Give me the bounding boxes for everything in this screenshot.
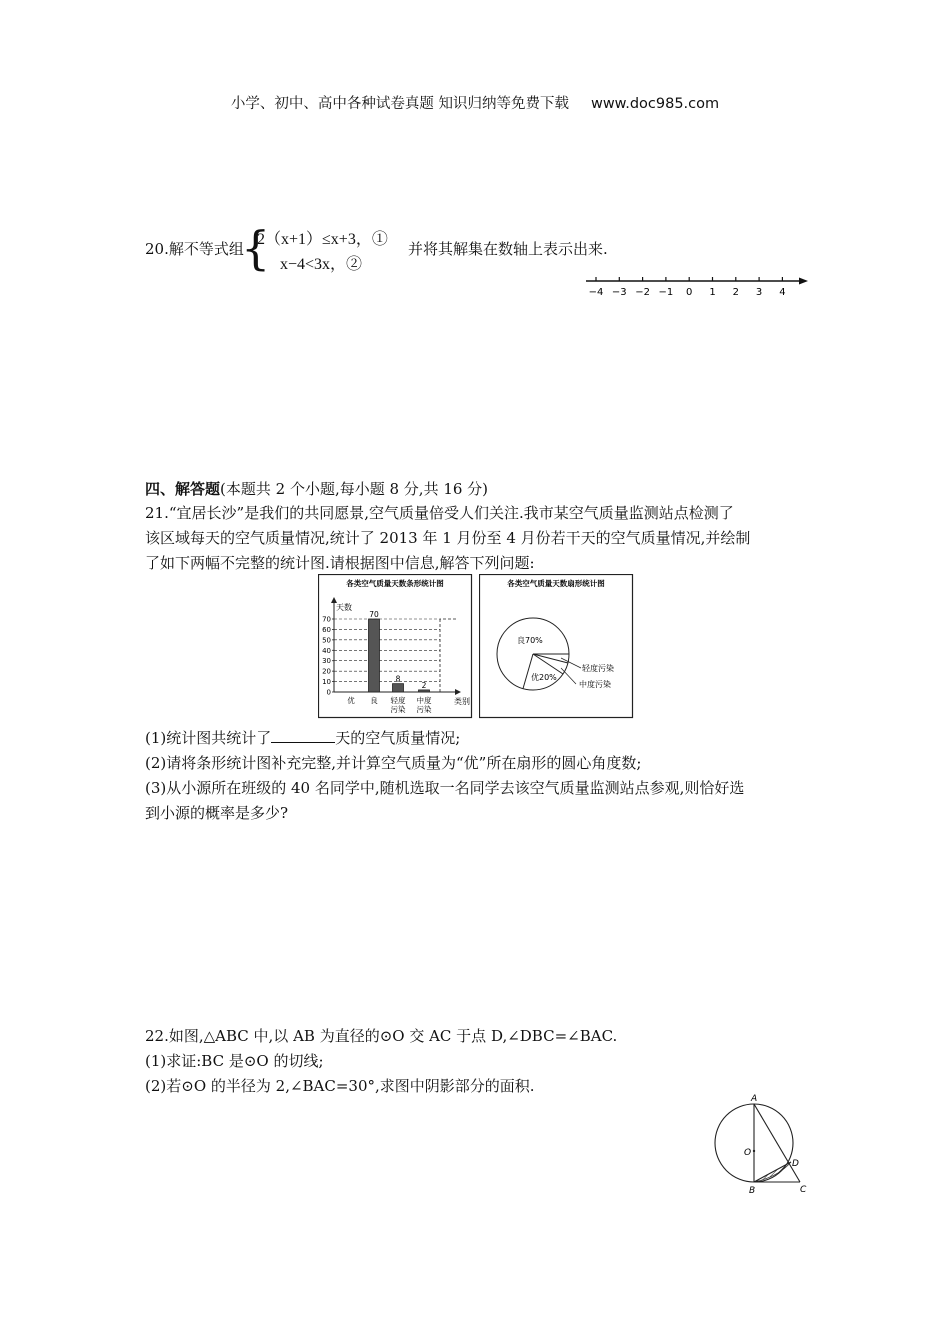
number-line-tick-label: −3 [611, 287, 627, 298]
q22-line-1: 22.如图,△ABC 中,以 AB 为直径的⊙O 交 AC 于点 D,∠DBC=∠BAC. [145, 1027, 618, 1045]
number-line-arrow [799, 278, 808, 285]
q21-sub1-post: 天的空气质量情况; [335, 729, 461, 747]
section4-title: 四、解答题 [145, 480, 221, 498]
label-a: A [751, 1094, 758, 1104]
q20-suffix: 并将其解集在数轴上表示出来. [408, 240, 608, 258]
header-site: www.doc985.com [590, 96, 720, 112]
segment-bd [754, 1162, 791, 1182]
bar-ytick-label: 40 [322, 646, 331, 655]
q21-sub1-pre: (1)统计图共统计了 [145, 729, 272, 747]
bar-chart-xlabel: 类别 [454, 697, 470, 706]
q20-inequality-2: x−4<3x，② [280, 256, 363, 273]
q21-sub2: (2)请将条形统计图补充完整,并计算空气质量为“优”所在扇形的圆心角度数; [145, 754, 642, 772]
bar-chart [318, 574, 473, 719]
number-line [580, 272, 812, 302]
label-d: D [792, 1159, 799, 1169]
q21-sub3-line-2: 到小源的概率是多少? [145, 804, 289, 822]
label-c: C [800, 1185, 807, 1194]
section4-note: (本题共 2 个小题,每小题 8 分,共 16 分) [220, 480, 489, 498]
q21-line-1: 21.“宜居长沙”是我们的共同愿景,空气质量倍受人们关注.我市某空气质量监测站点检测了 [145, 504, 734, 522]
bar-ytick-label: 50 [322, 636, 331, 645]
section4-heading [145, 478, 488, 499]
answer-blank[interactable] [271, 728, 335, 743]
bar-data-label: 70 [369, 610, 379, 619]
bar-2 [393, 684, 404, 692]
number-line-tick-label: 1 [709, 287, 716, 298]
q21-line-3: 了如下两幅不完整的统计图.请根据图中信息,解答下列问题: [145, 554, 535, 572]
bar-ytick-label: 30 [322, 657, 331, 666]
header-text: 小学、初中、高中各种试卷真题 知识归纳等免费下载 [230, 96, 569, 112]
pie-chart [479, 574, 634, 719]
bar-ytick-label: 70 [322, 615, 331, 624]
number-line-tick-label: 3 [755, 287, 763, 298]
center-point [753, 1150, 755, 1152]
bar-category-label: 污染 [416, 705, 432, 714]
bar-ytick-label: 10 [322, 678, 331, 687]
bar-ytick-label: 60 [322, 625, 331, 634]
number-line-tick-label: −2 [635, 287, 650, 298]
number-line-tick-label: 4 [779, 287, 786, 298]
number-line-tick-label: 0 [686, 287, 693, 298]
number-line-tick-label: −4 [588, 287, 604, 298]
system-brace: { [241, 221, 271, 275]
bar-category-label: 轻度 [390, 696, 406, 705]
q20-prefix: 20.解不等式组 [145, 240, 244, 258]
q21-sub3-line-1: (3)从小源所在班级的 40 名同学中,随机选取一名同学去该空气质量监测站点参观,则恰好选 [145, 779, 745, 797]
bar-chart-title: 各类空气质量天数条形统计图 [346, 579, 444, 588]
label-b: B [749, 1186, 756, 1194]
q20-inequality-1: 2（x+1）≤x+3，① [257, 231, 388, 248]
bar-3 [419, 690, 430, 692]
q21-sub1 [145, 727, 460, 748]
bar-chart-ylabel: 天数 [336, 603, 352, 612]
bar-category-label: 污染 [390, 705, 406, 714]
bar-category-label: 优 [347, 696, 355, 705]
geometry-figure [706, 1092, 811, 1194]
bar-ytick-label: 20 [322, 667, 331, 676]
bar-1 [369, 619, 380, 692]
pie-chart-title: 各类空气质量天数扇形统计图 [507, 579, 605, 588]
label-o: O [744, 1148, 752, 1158]
bar-category-label: 良 [370, 696, 378, 705]
number-line-tick-label: −1 [658, 287, 674, 298]
pie-label-good: 良70% [517, 636, 543, 645]
q22-sub2: (2)若⊙O 的半径为 2,∠BAC=30°,求图中阴影部分的面积. [145, 1077, 535, 1095]
number-line-tick-label: 2 [732, 287, 739, 298]
pie-label-light: 轻度污染 [582, 664, 614, 673]
page-header [0, 92, 950, 113]
q21-line-2: 该区域每天的空气质量情况,统计了 2013 年 1 月份至 4 月份若干天的空气质量情况,并绘制 [145, 529, 751, 547]
bar-data-label: 2 [421, 680, 427, 690]
bar-ytick-label: 0 [326, 688, 331, 697]
bar-category-label: 中度 [416, 696, 432, 705]
pie-label-moderate: 中度污染 [579, 680, 611, 689]
bar-data-label: 8 [395, 674, 401, 684]
pie-label-excellent: 优20% [531, 673, 557, 682]
q22-sub1: (1)求证:BC 是⊙O 的切线; [145, 1052, 324, 1070]
